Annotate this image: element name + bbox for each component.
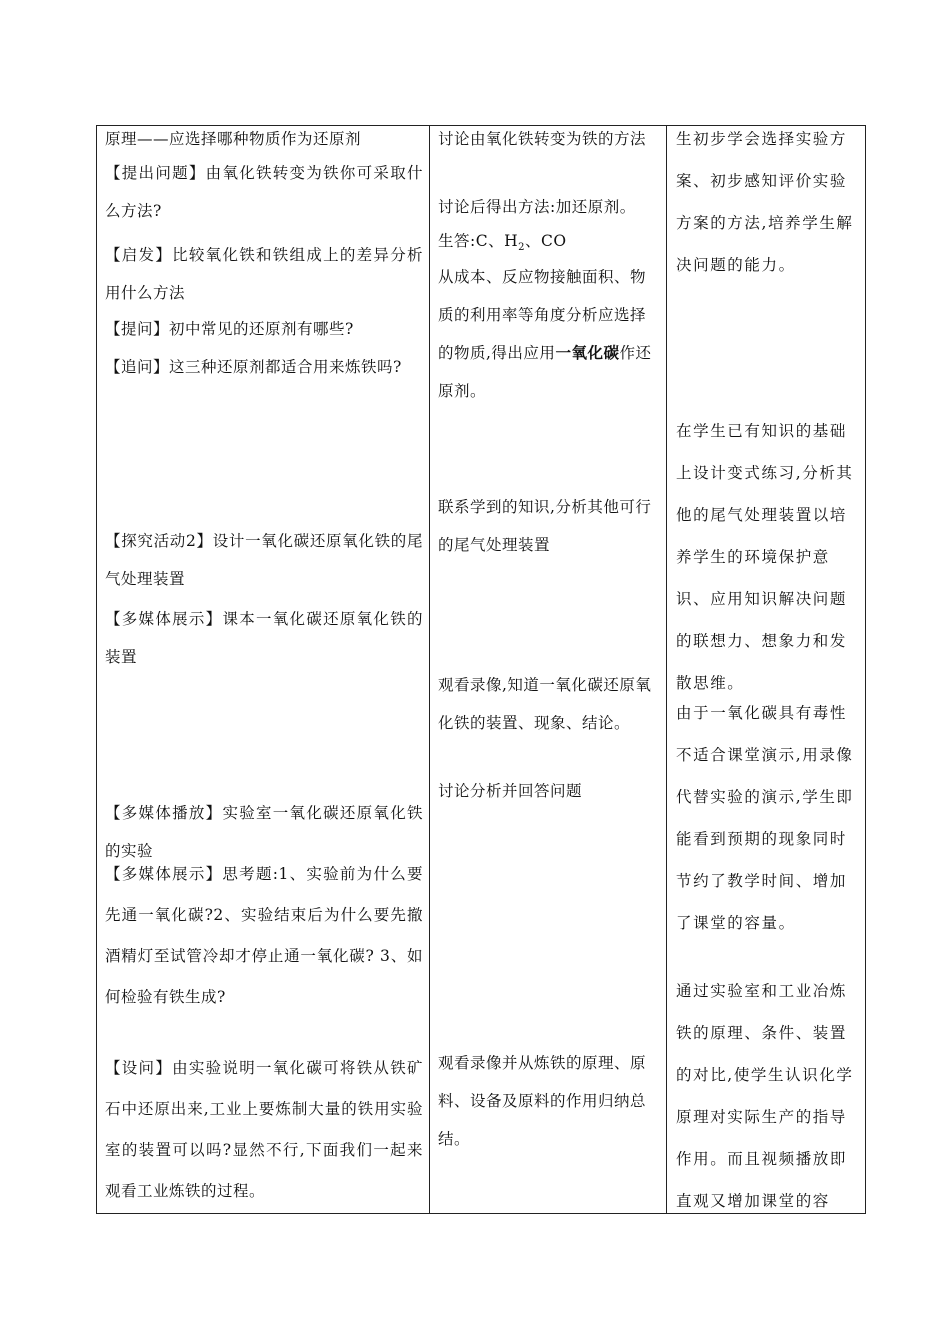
student-answer-text: 生答:C、$H_2$、CO: [438, 232, 567, 254]
question-text: 【提问】初中常见的还原剂有哪些?: [105, 320, 354, 338]
summary-text: 观看录像并从炼铁的原理、原料、设备及原料的作用归纳总结。: [438, 1054, 647, 1148]
follow-up-question-text: 【追问】这三种还原剂都适合用来炼铁吗?: [105, 358, 402, 376]
exhaust-analysis-text: 联系学到的知识,分析其他可行的尾气处理装置: [438, 498, 652, 554]
principle-text: 原理——应选择哪种物质作为还原剂: [105, 130, 362, 148]
discuss-result-text: 讨论后得出方法:加还原剂。: [438, 198, 636, 216]
thinking-questions-text: 【多媒体展示】思考题:1、实验前为什么要先通一氧化碳?2、实验结束后为什么要先撤酒精灯至试管冷却才停止通一氧化碳? 3、如何检验有铁生成?: [105, 865, 423, 1006]
intent-text-2: 在学生已有知识的基础上设计变式练习,分析其他的尾气处理装置以培养学生的环境保护意识、应用知识解决问题的联想力、想象力和发散思维。: [676, 422, 854, 692]
intent-text-4: 通过实验室和工业冶炼铁的原理、条件、装置的对比,使学生认识化学原理对实际生产的指导作用。而且视频播放即直观又增加课堂的容: [676, 982, 854, 1210]
raise-question-text: 【提出问题】由氧化铁转变为铁你可采取什么方法?: [105, 164, 423, 220]
discuss-answer-text: 讨论分析并回答问题: [438, 782, 583, 800]
lesson-plan-table: [96, 125, 866, 1214]
set-question-text: 【设问】由实验说明一氧化碳可将铁从铁矿石中还原出来,工业上要炼制大量的铁用实验室的装置可以吗?显然不行,下面我们一起来观看工业炼铁的过程。: [105, 1059, 423, 1200]
intent-text-3: 由于一氧化碳具有毒性不适合课堂演示,用录像代替实验的演示,学生即能看到预期的现象同时节约了教学时间、增加了课堂的容量。: [676, 704, 854, 932]
multimedia-play-text: 【多媒体播放】实验室一氧化碳还原氧化铁的实验: [105, 804, 423, 860]
discuss-method-text: 讨论由氧化铁转变为铁的方法: [438, 130, 647, 148]
teacher-activity-column: [97, 126, 429, 1213]
multimedia-show-text: 【多媒体展示】课本一氧化碳还原氧化铁的装置: [105, 610, 423, 666]
analysis-text: 从成本、反应物接触面积、物质的利用率等角度分析应选择的物质,得出应用一氧化碳作还原剂。: [438, 268, 652, 400]
intent-text-1: 生初步学会选择实验方案、初步感知评价实验方案的方法,培养学生解决问题的能力。: [676, 130, 854, 274]
inspire-text: 【启发】比较氧化铁和铁组成上的差异分析用什么方法: [105, 246, 423, 302]
watch-video-text: 观看录像,知道一氧化碳还原氧化铁的装置、现象、结论。: [438, 676, 652, 732]
explore-activity-text: 【探究活动2】设计一氧化碳还原氧化铁的尾气处理装置: [105, 532, 423, 588]
student-activity-column: [430, 126, 667, 1213]
design-intent-column: [668, 126, 865, 1213]
